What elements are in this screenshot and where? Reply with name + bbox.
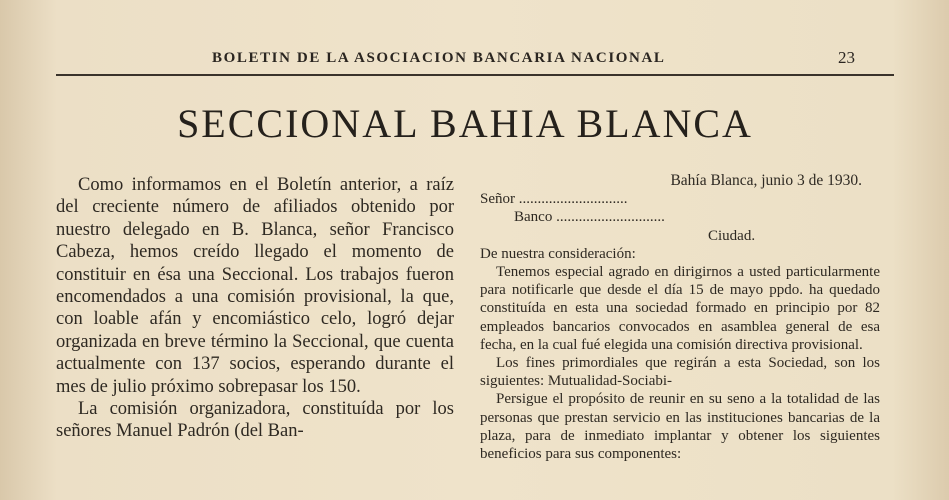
right-column	[480, 172, 880, 463]
left-column	[56, 174, 454, 443]
page-number: 23	[838, 48, 855, 67]
right-paragraph-2: Los fines primordiales que regirán a esta Sociedad, son los siguientes: Mutualidad-Sociabi-	[480, 355, 880, 390]
letter-date: Bahía Blanca, junio 3 de 1930.	[670, 172, 862, 189]
article-title: SECCIONAL BAHIA BLANCA	[177, 101, 753, 146]
letter-ciudad: Ciudad.	[708, 227, 756, 244]
running-head: BOLETIN DE LA ASOCIACION BANCARIA NACIONAL	[212, 50, 666, 66]
right-paragraph-3: Persigue el propósito de reunir en su seno a la totalidad de las personas que prestan servicio en las instituciones bancarias de la plaza, para de inmediato implantar y obtener los siguientes beneficios para sus componentes:	[480, 391, 880, 463]
left-paragraph-1: Como informamos en el Boletín anterior, a raíz del creciente número de afiliados obtenido por nuestro delegado en B. Blanca, señor Francisco Cabeza, hemos creído llegado el momento de constituir en ésa una Seccional. Los trabajos fueron encomendados a una comisión provisional, la que, con loable afán y encomiástico celo, logró dejar organizada en breve término la Seccional, que cuenta actualmente con 137 socios, esperando durante el mes de julio próximo sobrepasar los 150.	[56, 175, 454, 397]
letter-senor-line: Señor .............................	[480, 191, 628, 208]
right-paragraph-1: Tenemos especial agrado en dirigirnos a usted particularmente para notificarle que desde el día 15 de mayo ppdo. ha quedado constituída en esta una sociedad formado en principio por 82 empleados bancarios convocados en asamblea general de esa fecha, en la cual fué elegida una comisión directiva provisional.	[480, 264, 880, 353]
header-rule	[56, 74, 894, 76]
letter-salutation: De nuestra consideración:	[480, 245, 636, 262]
letter-banco-line: Banco .............................	[514, 209, 665, 226]
left-paragraph-2: La comisión organizadora, constituída por los señores Manuel Padrón (del Ban-	[56, 399, 454, 442]
